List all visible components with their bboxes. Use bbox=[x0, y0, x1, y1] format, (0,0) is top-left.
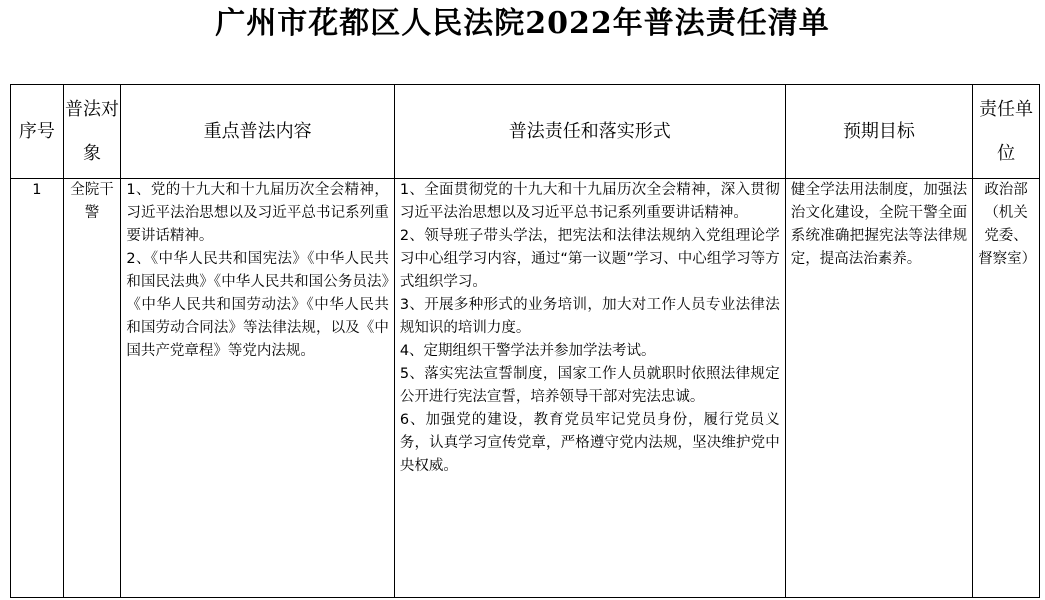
cell-unit bbox=[973, 179, 1040, 598]
seq-value: 1 bbox=[32, 182, 42, 198]
form-item: 3、开展多种形式的业务培训，加大对工作人员专业法律法规知识的培训力度。 bbox=[399, 297, 780, 336]
unit-value: 政治部（机关党委、督察室） bbox=[978, 182, 1037, 267]
form-item: 1、全面贯彻党的十九大和十九届历次全会精神，深入贯彻习近平法治思想以及习近平总书记系列重要讲话精神。 bbox=[399, 182, 780, 221]
table-row bbox=[11, 179, 1040, 598]
cell-goal bbox=[785, 179, 972, 598]
form-item: 6、加强党的建设，教育党员牢记党员身份，履行党员义务，认真学习宣传党章，严格遵守党内法规，坚决维护党中央权威。 bbox=[399, 412, 780, 474]
document-title: 广州市花都区人民法院2022年普法责任清单 bbox=[215, 6, 830, 41]
cell-content bbox=[121, 179, 394, 598]
header-form: 普法责任和落实形式 bbox=[394, 85, 785, 179]
table-header-row bbox=[11, 85, 1040, 179]
responsibility-table bbox=[10, 84, 1040, 598]
header-unit: 责任单位 bbox=[973, 85, 1040, 179]
header-content: 重点普法内容 bbox=[121, 85, 394, 179]
content-item: 2、《中华人民共和国宪法》《中华人民共和国民法典》《中华人民共和国公务员法》《中华人民共和国劳动法》《中华人民共和国劳动合同法》等法律法规，以及《中国共产党章程》等党内法规。 bbox=[126, 251, 389, 359]
object-value: 全院干警 bbox=[70, 182, 114, 221]
header-seq: 序号 bbox=[11, 85, 64, 179]
cell-form bbox=[394, 179, 785, 598]
content-list bbox=[121, 179, 393, 363]
goal-value: 健全学法用法制度，加强法治文化建设，全院干警全面系统准确把握宪法等法律规定，提高法治素养。 bbox=[790, 182, 968, 267]
content-item: 1、党的十九大和十九届历次全会精神，习近平法治思想以及习近平总书记系列重要讲话精神。 bbox=[126, 182, 389, 244]
form-list bbox=[395, 179, 785, 478]
form-item: 2、领导班子带头学法，把宪法和法律法规纳入党组理论学习中心组学习内容，通过“第一议题”学习、中心组学习等方式组织学习。 bbox=[399, 228, 780, 290]
cell-object bbox=[63, 179, 121, 598]
form-item: 4、定期组织干警学法并参加学法考试。 bbox=[399, 343, 656, 359]
cell-seq bbox=[11, 179, 64, 598]
form-item: 5、落实宪法宣誓制度，国家工作人员就职时依照法律规定公开进行宪法宣誓，培养领导干部对宪法忠诚。 bbox=[399, 366, 780, 405]
header-goal: 预期目标 bbox=[785, 85, 972, 179]
header-object: 普法对象 bbox=[63, 85, 121, 179]
